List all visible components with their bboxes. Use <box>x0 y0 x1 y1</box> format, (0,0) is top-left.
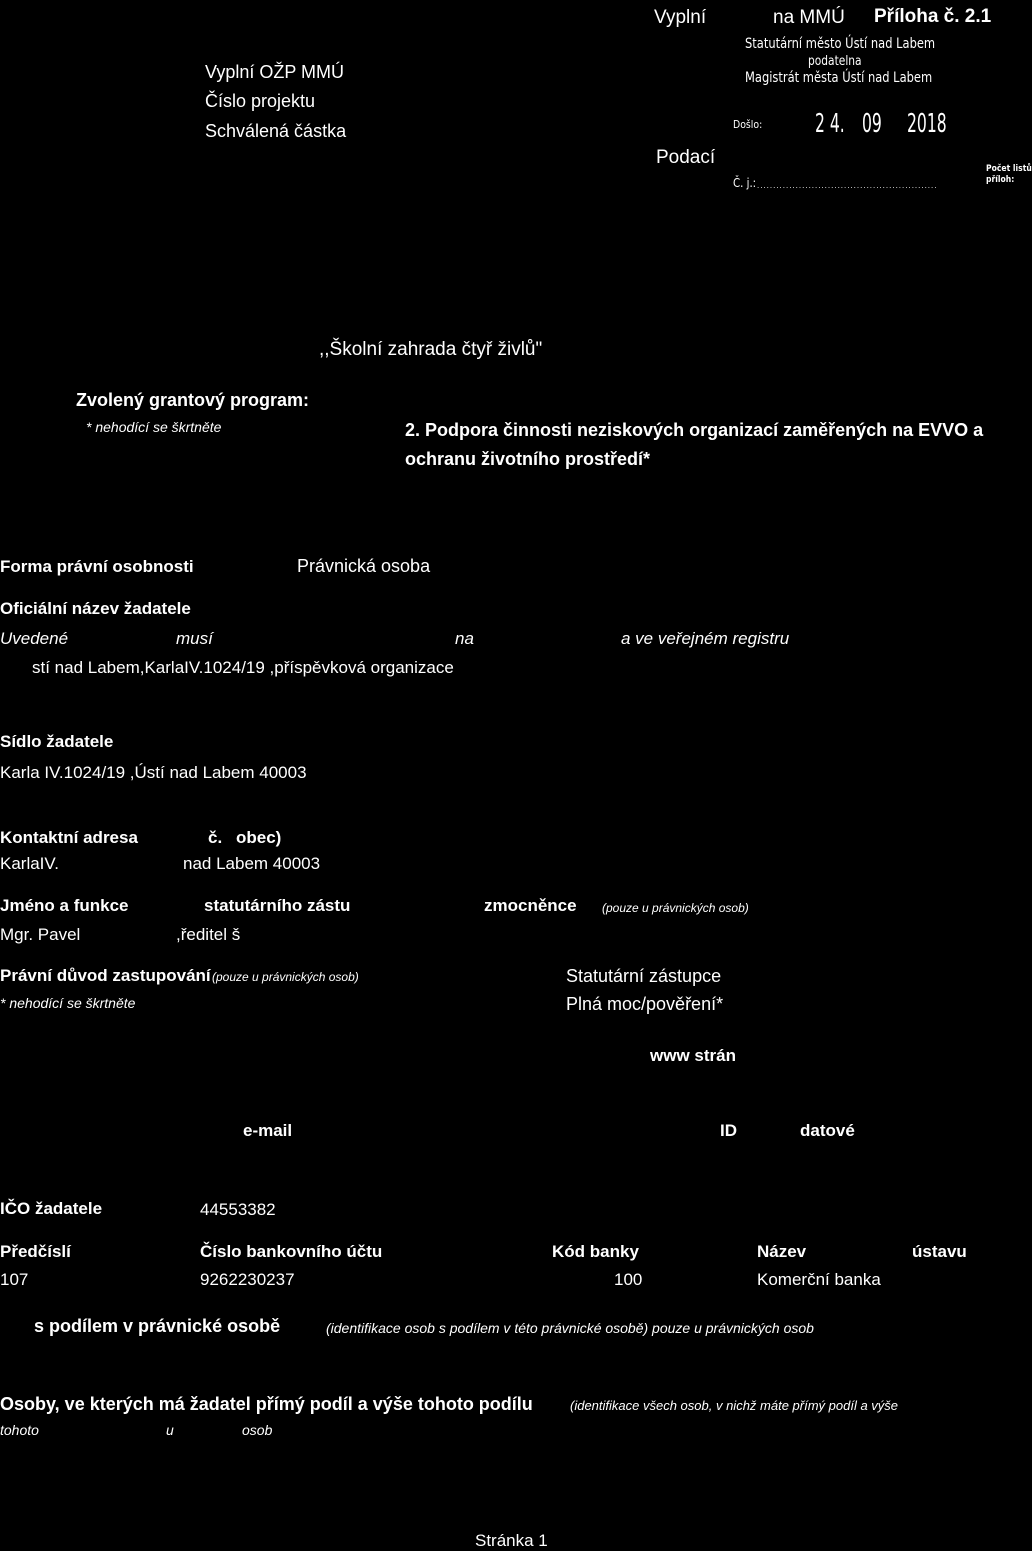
stamp-line1: Statutární město Ústí nad Labem <box>745 36 936 52</box>
pravni-duvod-note: * nehodící se škrtněte <box>0 995 136 1011</box>
program-label: Zvolený grantový program: <box>76 390 310 410</box>
sidlo-value: Karla IV.1024/19 ,Ústí nad Labem 40003 <box>0 763 307 782</box>
id-label: ID <box>720 1121 737 1140</box>
kontakt-value-2: nad Labem 40003 <box>183 854 321 873</box>
stamp-doslo-label: Došlo: <box>733 118 763 131</box>
www-label: www strán <box>650 1046 736 1065</box>
bank-predcisli-value: 107 <box>0 1270 29 1289</box>
jmeno-label-3: zmocněnce <box>484 896 577 915</box>
bank-kod-label: Kód banky <box>552 1242 639 1261</box>
jmeno-label-2: statutárního zástu <box>204 896 351 915</box>
header-vyplni: Vyplní <box>654 7 707 28</box>
ico-label: IČO žadatele <box>0 1199 103 1218</box>
header-priloha: Příloha č. 2.1 <box>874 6 992 27</box>
bank-nazev-label: Název <box>757 1242 807 1261</box>
osoby-note2-2: u <box>166 1422 174 1438</box>
stamp-doslo-month: 09 <box>862 109 882 139</box>
forma-value: Právnická osoba <box>297 556 431 576</box>
jmeno-value-1: Mgr. Pavel <box>0 925 81 944</box>
stamp-pocet-label-2: příloh: <box>986 175 1015 185</box>
pravni-duvod-opt-2: Plná moc/pověření* <box>566 994 724 1014</box>
bank-ustavu-label: ústavu <box>912 1242 967 1261</box>
project-title: ,,Školní zahrada čtyř živlů" <box>319 339 543 360</box>
header-podaci: Podací <box>656 147 716 168</box>
kontakt-label: Kontaktní adresa <box>0 828 138 847</box>
header-cislo-projektu: Číslo projektu <box>205 91 316 111</box>
stamp-pocet-label-1: Počet listů <box>986 164 1032 174</box>
oficialni-label: Oficiální název žadatele <box>0 599 191 618</box>
oficialni-value: stí nad Labem,KarlaIV.1024/19 ,příspěvková organizace <box>32 658 454 677</box>
bank-kod-value: 100 <box>614 1270 643 1289</box>
program-note: * nehodící se škrtněte <box>86 419 222 435</box>
podil-label: s podílem v právnické osobě <box>34 1316 281 1336</box>
stamp-doslo-year: 2018 <box>907 109 947 139</box>
stamp-cj-dots: ........................................................ <box>757 181 938 190</box>
header-ozp-label: Vyplní OŽP MMÚ <box>205 62 345 82</box>
podil-note: (identifikace osob s podílem v této právnické osobě) pouze u právnických osob <box>326 1320 814 1336</box>
pravni-duvod-label: Právní důvod zastupování <box>0 966 211 985</box>
pravni-duvod-label-note: (pouze u právnických osob) <box>212 970 359 984</box>
bank-ucet-value: 9262230237 <box>200 1270 295 1289</box>
osoby-note2-1: tohoto <box>0 1422 39 1438</box>
sidlo-label: Sídlo žadatele <box>0 732 114 751</box>
bank-nazev-value: Komerční banka <box>757 1270 881 1289</box>
oficialni-note-4: a ve veřejném registru <box>621 629 790 648</box>
bank-ucet-label: Číslo bankovního účtu <box>200 1242 383 1261</box>
pravni-duvod-opt-1: Statutární zástupce <box>566 966 722 986</box>
stamp-line2: podatelna <box>808 54 862 69</box>
stamp-doslo-day: 2 4. <box>815 109 845 139</box>
stamp-line3: Magistrát města Ústí nad Labem <box>745 70 933 86</box>
jmeno-label-3-note: (pouze u právnických osob) <box>602 901 749 915</box>
header-schvalena-castka: Schválená částka <box>205 121 347 141</box>
osoby-note2-3: osob <box>242 1422 273 1438</box>
page-number: Stránka 1 <box>475 1531 548 1550</box>
header-na-mmu: na MMÚ <box>773 7 845 28</box>
jmeno-label: Jméno a funkce <box>0 896 129 915</box>
bank-predcisli-label: Předčíslí <box>0 1242 71 1261</box>
ico-value: 44553382 <box>200 1200 276 1219</box>
kontakt-label-2: č. <box>208 828 223 847</box>
program-value-line2: ochranu životního prostředí* <box>405 449 651 469</box>
stamp-cj-label: Č. j.: <box>733 176 757 190</box>
forma-label: Forma právní osobnosti <box>0 557 194 576</box>
jmeno-value-2: ,ředitel š <box>176 925 241 944</box>
osoby-label: Osoby, ve kterých má žadatel přímý podíl a výše tohoto podílu <box>0 1394 533 1414</box>
oficialni-note-1: Uvedené <box>0 629 69 648</box>
program-value-line1: 2. Podpora činnosti neziskových organizací zaměřených na EVVO a <box>405 420 984 440</box>
oficialni-note-3: na <box>455 629 474 648</box>
kontakt-label-3: obec) <box>236 828 282 847</box>
oficialni-note-2: musí <box>176 629 213 648</box>
kontakt-value-1: KarlaIV. <box>0 854 59 873</box>
email-label: e-mail <box>243 1121 293 1140</box>
osoby-note: (identifikace všech osob, v nichž máte přímý podíl a výše <box>570 1398 899 1413</box>
datove-label: datové <box>800 1121 855 1140</box>
